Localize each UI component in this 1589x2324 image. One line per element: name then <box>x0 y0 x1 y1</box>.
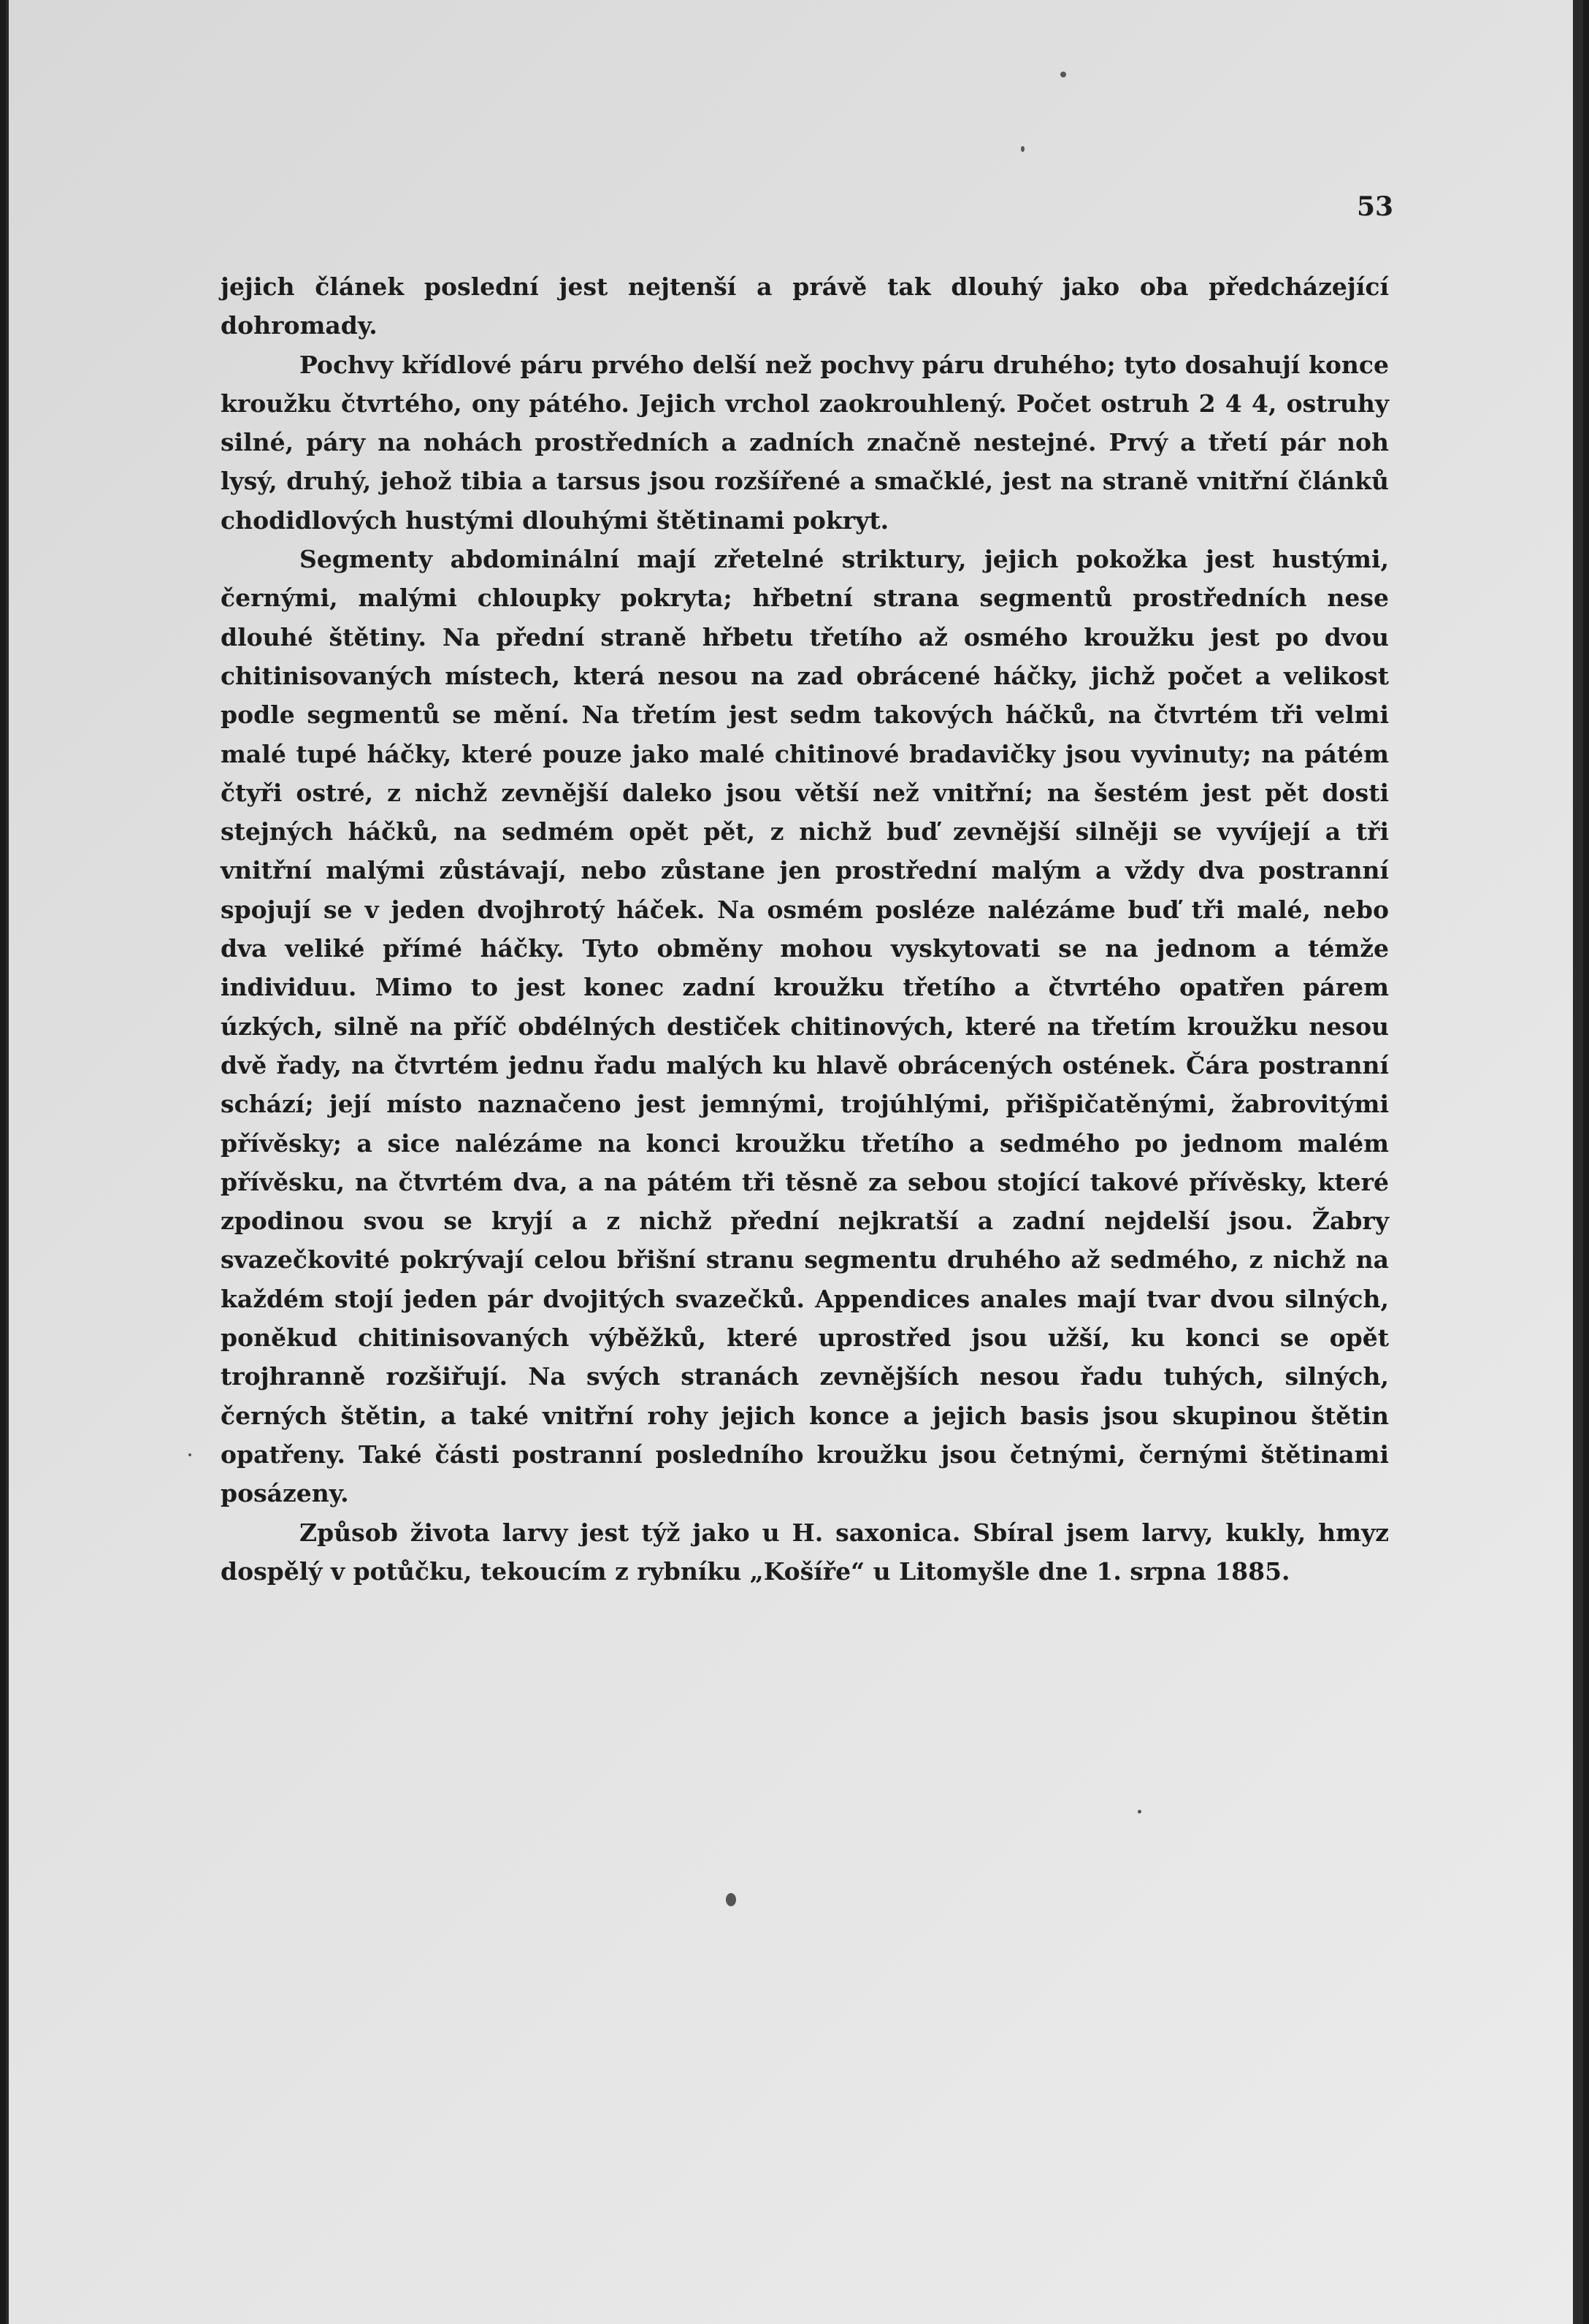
paragraph-life-habits: Způsob života larvy jest týž jako u H. saxonica. Sbíral jsem larvy, kukly, hmyz dospělý v potůčku, tekoucím z rybníku „Košíře“ u Litomyšle dne 1. srpna 1885. <box>221 1518 1389 1586</box>
scan-speck <box>1138 1810 1141 1813</box>
body-text <box>221 267 1389 1591</box>
paragraph-wing-sheaths: Pochvy křídlové páru prvého delší než pochvy páru druhého; tyto dosahují konce kroužku čtvrtého, ony pátého. Jejich vrchol zaokrouhlený. Počet ostruh 2 4 4, ostruhy silné, páry na nohách prostředních a zadních značně nestejné. Prvý a třetí pár noh lysý, druhý, jehož tibia a tarsus jsou rozšířené a smačklé, jest na straně vnitřní článků chodidlových hustými dlouhými štětinami pokryt. <box>221 350 1389 535</box>
paragraph-continuation: jejich článek poslední jest nejtenší a právě tak dlouhý jako oba předcházející dohromady. <box>221 272 1389 340</box>
scan-speck <box>188 1453 191 1456</box>
document-page <box>6 0 1583 2324</box>
paragraph-abdominal-segments: Segmenty abdominální mají zřetelné striktury, jejich pokožka jest hustými, černými, malými chloupky pokryta; hřbetní strana segmentů prostředních nese dlouhé štětiny. Na přední straně hřbetu třetího až osmého kroužku jest po dvou chitinisovaných místech, která nesou na zad obrácené háčky, jichž počet a velikost podle segmentů se mění. Na třetím jest sedm takových háčků, na čtvrtém tři velmi malé tupé háčky, které pouze jako malé chitinové bradavičky jsou vyvinuty; na pátém čtyři ostré, z nichž zevnější daleko jsou větší než vnitřní; na šestém jest pět dosti stejných háčků, na sedmém opět pět, z nichž buď zevnější silněji se vyvíjejí a tři vnitřní malými zůstávají, nebo zůstane jen prostřední malým a vždy dva postranní spojují se v jeden dvojhrotý háček. Na osmém posléze nalézáme buď tři malé, nebo dva veliké přímé háčky. Tyto obměny mohou vyskytovati se na jednom a témže individuu. Mimo to jest konec zadní kroužku třetího a čtvrtého opatřen párem úzkých, silně na příč obdélných destiček chitinových, které na třetím kroužku nesou dvě řady, na čtvrtém jednu řadu malých ku hlavě obrácených ostének. Čára postranní schází; její místo naznačeno jest jemnými, trojúhlými, přišpičatěnými, žabrovitými přívěsky; a sice nalézáme na konci kroužku třetího a sedmého po jednom malém přívěsku, na čtvrtém dva, a na pátém tři těsně za sebou stojící takové přívěsky, které zpodinou svou se kryjí a z nichž přední nejkratší a zadní nejdelší jsou. Žabry svazečkovité pokrývají celou břišní stranu segmentu druhého až sedmého, z nichž na každém stojí jeden pár dvojitých svazečků. Appendices anales mají tvar dvou silných, poněkud chitinisovaných výběžků, které uprostřed jsou užší, ku konci se opět trojhranně rozšiřují. Na svých stranách zevnějších nesou řadu tuhých, silných, černých štětin, a také vnitřní rohy jejich konce a jejich basis jsou skupinou štětin opatřeny. Také části postranní posledního kroužku jsou četnými, černými štětinami posázeny. <box>221 545 1389 1508</box>
scan-speck <box>1021 146 1025 152</box>
scan-speck <box>1060 72 1066 77</box>
page-number: 53 <box>1357 191 1394 222</box>
scan-speck <box>726 1893 736 1906</box>
